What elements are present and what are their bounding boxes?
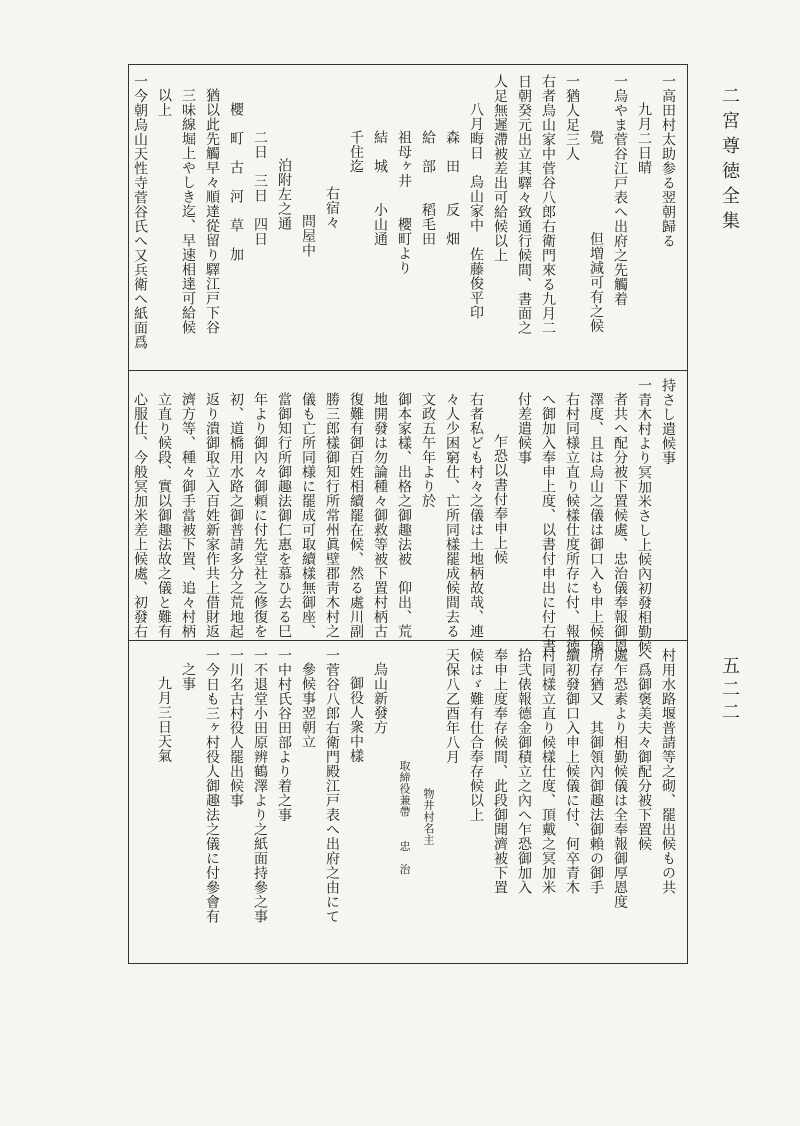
text-line: 年より御內々御頼に付先堂社之修復を bbox=[252, 392, 268, 639]
text-line: 心服仕、今般冥加米差上候處、初發右 bbox=[132, 392, 148, 639]
text-line: 一猶人足三人 bbox=[564, 74, 580, 161]
lower-band bbox=[136, 648, 680, 954]
text-line: 千住迄 bbox=[348, 130, 364, 174]
text-line: 一今日も三ヶ村役人御趣法之儀に付參會有 bbox=[204, 648, 220, 924]
text-line: 右宿々 bbox=[324, 186, 340, 230]
text-line: 一高田村太助参る翌朝歸る bbox=[660, 74, 676, 248]
text-line: 烏山新發方 bbox=[372, 662, 388, 735]
text-line: 物井村名主 bbox=[422, 788, 435, 846]
text-line: 者共へ配分被下置候處、忠治儀奉報御恩 bbox=[612, 392, 628, 653]
page-number: 五二二 bbox=[719, 656, 740, 725]
text-line: 一烏やま菅谷江戸表へ出府之先觸着 bbox=[612, 74, 628, 306]
text-line: 勝三郎樣御知行所常州眞壁郡靑木村之 bbox=[324, 392, 340, 639]
text-line: 文政五午年より於 bbox=[420, 392, 436, 508]
text-line: 森 田 反 畑 bbox=[444, 130, 460, 246]
text-line: 一川名古村役人罷出候事 bbox=[228, 648, 244, 808]
text-line: 拾弐俵報德金御積立之內へ乍恐御加入 bbox=[516, 648, 532, 895]
text-line: 以上 bbox=[156, 88, 172, 117]
text-line: 々人少困窮仕、亡所同樣罷成候間去る bbox=[444, 392, 460, 639]
text-line: 右者烏山家中菅谷八郎右衛門來る九月二 bbox=[540, 74, 556, 335]
text-line: 候はゞ難有仕合奉存候以上 bbox=[468, 648, 484, 822]
text-line: 三味線堀上やしき迄、早速相達可給候 bbox=[180, 88, 196, 335]
text-line: 返り潰御取立入百姓新家作共上借財返 bbox=[204, 392, 220, 639]
text-line: 乍恐以書付奉申上候 bbox=[492, 434, 508, 565]
band-divider-upper bbox=[128, 370, 688, 371]
text-line: 處乍恐素より相勤候儀は全奉報御厚恩度 bbox=[612, 648, 628, 909]
text-line: 儀も亡所同様に罷成可取續樣無御座、 bbox=[300, 392, 316, 639]
text-line: 九月三日天氣 bbox=[156, 676, 172, 763]
text-line: 澤度、且は烏山之儀は御口入も申上候儀 bbox=[588, 392, 604, 653]
text-line: 覺 但増減可有之候 bbox=[588, 130, 604, 333]
text-line: 村同樣立直り候樣仕度、頂戴之冥加米 bbox=[540, 648, 556, 895]
text-line: 右村同様立直り候樣仕度所存に付、報徳 bbox=[564, 392, 580, 653]
text-line: 櫻 町 古 河 草 加 bbox=[228, 102, 244, 262]
text-line: 九月二日晴 bbox=[636, 102, 652, 175]
text-line: 一中村氏谷田部より着之事 bbox=[276, 648, 292, 822]
text-line: 所存猶又 其御領內御趣法御賴の御手 bbox=[588, 648, 604, 895]
text-line: 一菅谷八郎右衛門殿江戸表へ出府之由にて bbox=[324, 648, 340, 924]
text-line: 付差遣候事 bbox=[516, 392, 532, 465]
text-line: 取締役兼帶 忠 治 bbox=[398, 760, 411, 875]
text-line: 濟方等、種々御手當被下置、追々村柄 bbox=[180, 392, 196, 639]
text-line: 二日 三日 四日 bbox=[252, 130, 268, 246]
text-line: 當御知行所御趣法御仁惠を慕ひ去る巳 bbox=[276, 392, 292, 639]
text-line: 初、道橋用水路之御普請多分之荒地起 bbox=[228, 392, 244, 639]
text-line: 御本家樣、出格之御趣法被 仰出、荒 bbox=[396, 392, 412, 639]
text-line: 奉申上度奉存候間、此段御聞濟被下置 bbox=[492, 648, 508, 895]
text-line: 結 城 小山通 bbox=[372, 130, 388, 246]
text-line: へ爲御褒美夫々御配分被下置候 bbox=[636, 648, 652, 851]
text-line: 地開發は勿論種々御救等被下置村柄古 bbox=[372, 392, 388, 639]
text-line: 御役人衆中樣 bbox=[348, 676, 364, 763]
text-line: 村用水路堰普請等之砌、罷出候もの共 bbox=[660, 648, 676, 895]
text-line: 問屋中 bbox=[300, 214, 316, 258]
text-line: 日朝癸元出立其驛々致通行候間、書面之 bbox=[516, 74, 532, 335]
text-line: 泊附左之通 bbox=[276, 158, 292, 231]
text-line: 之事 bbox=[180, 662, 196, 691]
text-line: 右者私ども村々之儀は土地柄故哉、連 bbox=[468, 392, 484, 639]
text-line: 猶以此先觸早々順達從留り驛江戸下谷 bbox=[204, 88, 220, 335]
text-line: 復難有御百姓相續罷在候、然る處川副 bbox=[348, 392, 364, 639]
text-line: 八月晦日 烏山家中 佐藤俊平印 bbox=[468, 102, 484, 320]
text-line: 天保八乙酉年八月 bbox=[444, 648, 460, 764]
text-line: 續初發御口入申上候儀に付、何卒青木 bbox=[564, 648, 580, 895]
text-line: へ御加入奉申上度、以書付申出に付右書 bbox=[540, 392, 556, 653]
running-head: 二宮尊徳全集 bbox=[719, 86, 740, 236]
text-line: 持さし遣候事 bbox=[660, 378, 676, 465]
text-line: 一今朝烏山天性寺菅谷氏へ又兵衛へ紙面爲 bbox=[132, 74, 148, 350]
middle-band bbox=[132, 378, 680, 654]
text-line: 一不退堂小田原辨鶴澤より之紙面持參之事 bbox=[252, 648, 268, 924]
text-line: 祖母ヶ井 櫻町より bbox=[396, 130, 412, 275]
text-line: 立直り候段、實以御趣法故之儀と難有 bbox=[156, 392, 172, 639]
upper-band bbox=[132, 74, 680, 362]
text-line: 人足無遲滯被差出可給候以上 bbox=[492, 74, 508, 263]
text-line: 給 部 稻毛田 bbox=[420, 130, 436, 246]
text-line: 參候事翌朝立 bbox=[300, 662, 316, 749]
text-line: 一青木村より冥加米さし上候內初發相勤候 bbox=[636, 378, 652, 654]
